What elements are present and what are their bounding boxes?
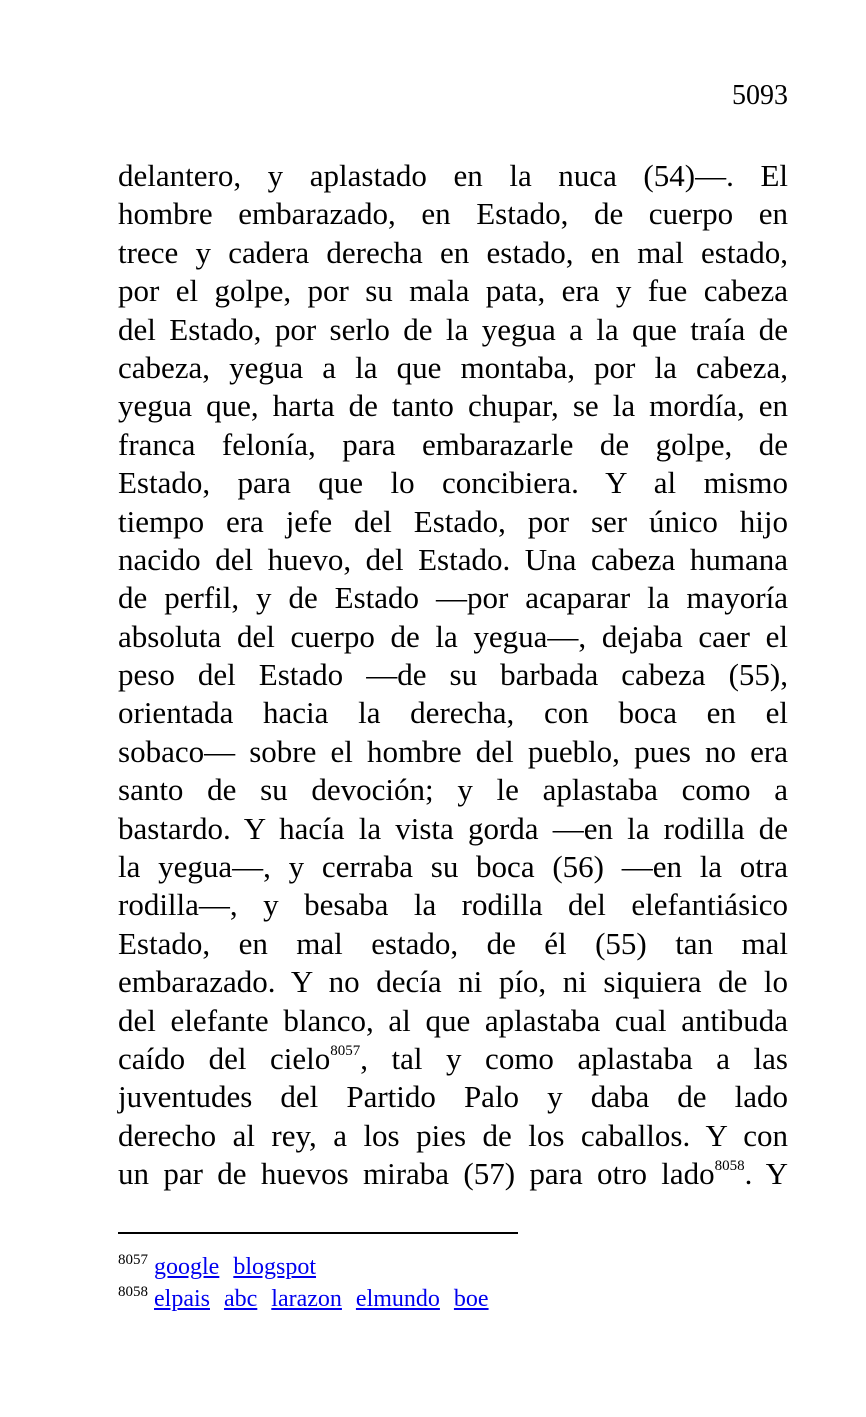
text-line: delantero, y aplastado en la nuca (54)—. El (118, 158, 788, 193)
text-line: nacido del huevo, del Estado. Una cabeza humana (118, 541, 788, 577)
footnote-8058 (118, 1276, 503, 1312)
footnote-number: 8058 (118, 1284, 148, 1300)
footnote-8057 (118, 1244, 503, 1280)
text-line: bastardo. Y hacía la vista gorda —en la rodilla de (118, 810, 788, 846)
body-text (118, 157, 788, 1194)
text-line: la yegua—, y cerraba su boca (56) —en la otra (118, 849, 788, 885)
text-line: trece y cadera derecha en estado, en mal estado, (118, 234, 788, 270)
text-line: Estado, para que lo concibiera. Y al mismo (118, 465, 788, 501)
text-line: del elefante blanco, al que aplastaba cual antibuda (118, 1002, 788, 1038)
text-segment: , tal y como aplastaba a las (360, 1040, 788, 1076)
text-segment: . Y (744, 1156, 788, 1192)
footnote-ref-8058[interactable]: 8058 (714, 1158, 745, 1175)
footnote-link-blogspot[interactable]: blogspot (233, 1254, 317, 1280)
text-line: de perfil, y de Estado —por acaparar la mayoría (118, 580, 788, 616)
footnote-link-elmundo[interactable]: elmundo (355, 1286, 440, 1312)
footnote-separator (118, 1232, 518, 1234)
footnote-link-elpais[interactable]: elpais (154, 1286, 210, 1312)
text-line: santo de su devoción; y le aplastaba como a (118, 772, 788, 808)
footnote-ref-8057[interactable]: 8057 (330, 1042, 361, 1059)
text-line: juventudes del Partido Palo y daba de lado (118, 1079, 788, 1115)
footnote-link-abc[interactable]: abc (223, 1286, 258, 1312)
text-line: tiempo era jefe del Estado, por ser único hijo (118, 503, 788, 539)
text-line: rodilla—, y besaba la rodilla del elefantiásico (118, 887, 788, 923)
text-line: por el golpe, por su mala pata, era y fue cabeza (118, 273, 788, 309)
page-number: 5093 (732, 80, 788, 111)
text-line: derecho al rey, a los pies de los caballos. Y con (118, 1117, 788, 1153)
text-line: yegua que, harta de tanto chupar, se la mordía, en (118, 388, 788, 424)
text-segment: un par de huevos miraba (57) para otro lado (118, 1156, 715, 1192)
text-line (118, 1155, 788, 1193)
footnote-link-boe[interactable]: boe (453, 1286, 489, 1312)
text-line: peso del Estado —de su barbada cabeza (55), (118, 657, 788, 693)
text-line: hombre embarazado, en Estado, de cuerpo en (118, 196, 788, 232)
text-line: sobaco— sobre el hombre del pueblo, pues no era (118, 733, 788, 769)
text-line: absoluta del cuerpo de la yegua—, dejaba caer el (118, 618, 788, 654)
footnotes (118, 1244, 503, 1312)
text-line: del Estado, por serlo de la yegua a la que traía de (118, 311, 788, 347)
text-line: Estado, en mal estado, de él (55) tan mal (118, 925, 788, 961)
footnote-link-larazon[interactable]: larazon (271, 1286, 342, 1312)
text-line (118, 1040, 788, 1078)
footnote-number: 8057 (118, 1252, 148, 1268)
text-line: embarazado. Y no decía ni pío, ni siquiera de lo (118, 964, 788, 1000)
footnote-link-google[interactable]: google (154, 1254, 220, 1280)
text-segment: caído del cielo (118, 1040, 331, 1076)
text-line: orientada hacia la derecha, con boca en el (118, 695, 788, 731)
text-line: cabeza, yegua a la que montaba, por la cabeza, (118, 349, 788, 385)
text-line: franca felonía, para embarazarle de golpe, de (118, 426, 788, 462)
